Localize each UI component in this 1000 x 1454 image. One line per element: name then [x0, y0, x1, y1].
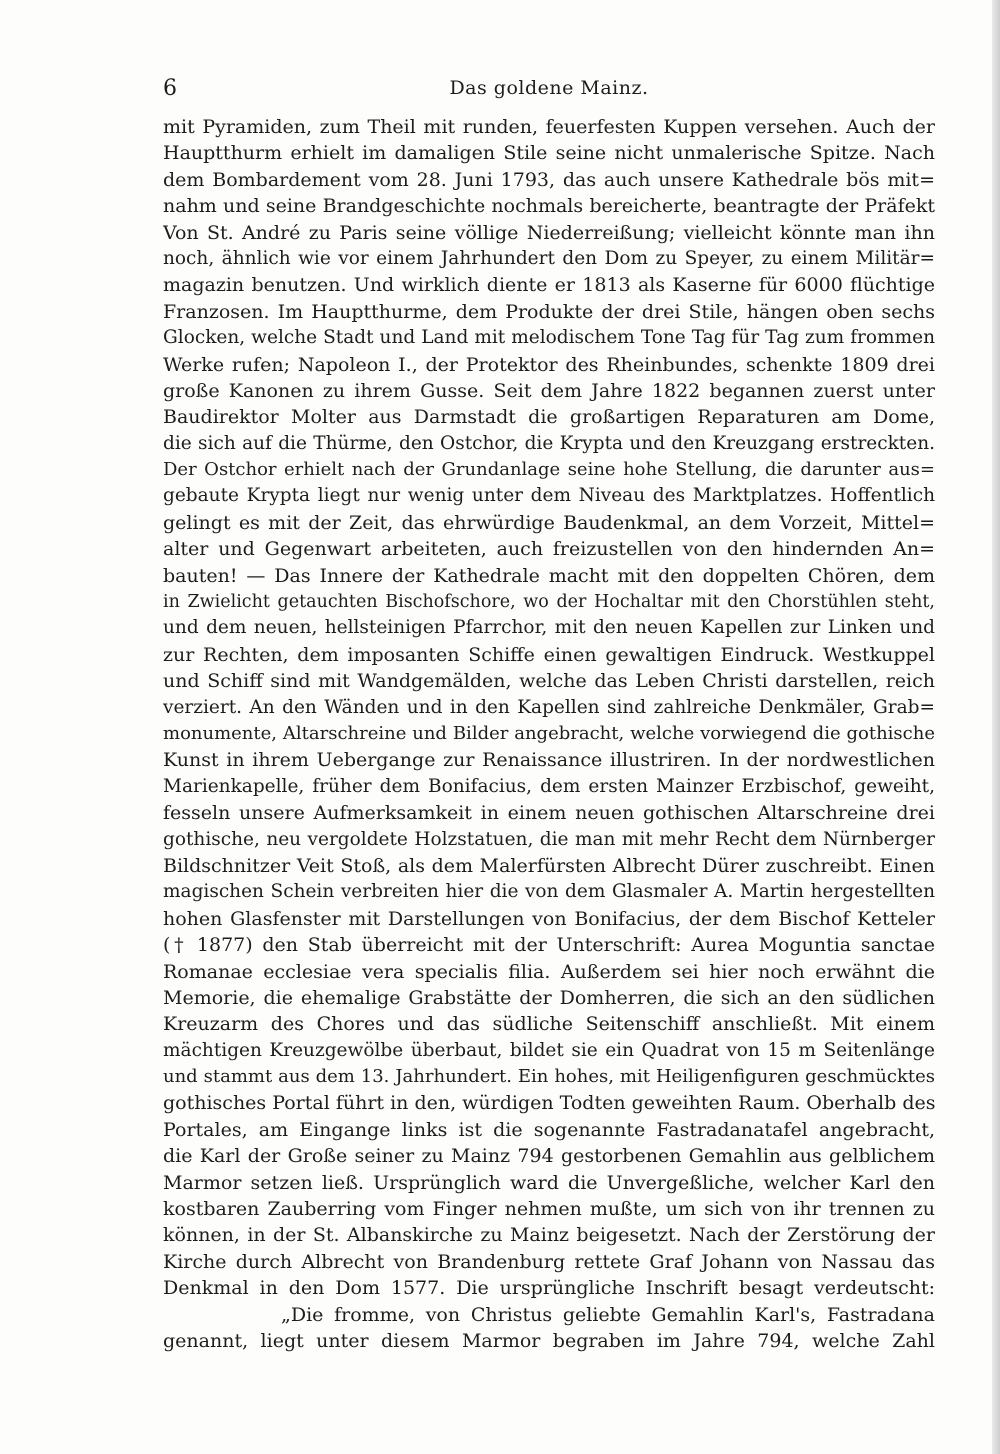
text-line: dem Bombardement vom 28. Juni 1793, das auch unsere Kathedrale bös mit=	[163, 168, 935, 191]
text-line: die Karl der Große seiner zu Mainz 794 gestorbenen Gemahlin aus gelblichem	[163, 1145, 935, 1168]
text-line: in Zwielicht getauchten Bischofschore, wo der Hochaltar mit den Chorstühlen steht,	[163, 592, 935, 613]
text-line: Werke rufen; Napoleon I., der Protektor des Rheinbundes, schenkte 1809 drei	[163, 353, 935, 376]
page-edge-shadow	[992, 0, 1000, 1454]
text-line: Kunst in ihrem Uebergange zur Renaissance illustriren. In der nordwestlichen	[163, 749, 935, 772]
quote-line: „Die fromme, von Christus geliebte Gemahlin Karl's, Fastradana	[281, 1303, 935, 1326]
text-line: gebaute Krypta liegt nur wenig unter dem Niveau des Marktplatzes. Hoffentlich	[163, 485, 935, 507]
text-line: kostbaren Zauberring vom Finger nehmen mußte, um sich von ihr trennen zu	[163, 1198, 935, 1221]
text-line: Baudirektor Molter aus Darmstadt die großartigen Reparaturen am Dome,	[163, 406, 935, 429]
text-line: Kirche durch Albrecht von Brandenburg rettete Graf Johann von Nassau das	[163, 1250, 935, 1273]
text-line: Memorie, die ehemalige Grabstätte der Domherren, die sich an den südlichen	[163, 986, 935, 1009]
text-line: hohen Glasfenster mit Darstellungen von Bonifacius, der dem Bischof Ketteler	[163, 907, 935, 930]
text-line: und Schiff sind mit Wandgemälden, welche das Leben Christi darstellen, reich	[163, 670, 935, 693]
text-line: noch, ähnlich wie vor einem Jahrhundert den Dom zu Speyer, zu einem Militär=	[163, 247, 935, 269]
text-line: Bildschnitzer Veit Stoß, als dem Malerfürsten Albrecht Dürer zuschreibt. Einen	[163, 854, 935, 877]
text-line: nahm und seine Brandgeschichte nochmals bereicherte, beantragte der Präfekt	[163, 195, 935, 218]
page-number: 6	[163, 76, 177, 101]
running-title: Das goldene Mainz.	[449, 77, 649, 99]
text-line: gelingt es mit der Zeit, das ehrwürdige Baudenkmal, an dem Vorzeit, Mittel=	[163, 511, 935, 534]
text-line: Marienkapelle, früher dem Bonifacius, dem ersten Mainzer Erzbischof, geweiht,	[163, 775, 935, 797]
text-line: große Kanonen zu ihrem Gusse. Seit dem Jahre 1822 begannen zuerst unter	[163, 379, 935, 402]
text-line: bauten! — Das Innere der Kathedrale macht mit den doppelten Chören, dem	[163, 564, 935, 587]
text-line: Der Ostchor erhielt nach der Grundanlage seine hohe Stellung, die darunter aus=	[163, 459, 935, 481]
text-line: magazin benutzen. Und wirklich diente er 1813 als Kaserne für 6000 flüchtige	[163, 274, 935, 297]
text-line: alter und Gegenwart arbeiteten, auch freizustellen von den hindernden An=	[163, 538, 935, 561]
text-line: Glocken, welche Stadt und Land mit melodischem Tone Tag für Tag zum frommen	[163, 327, 935, 349]
text-line: magischen Schein verbreiten hier die von dem Glasmaler A. Martin hergestellten	[163, 881, 935, 903]
text-line: gothisches Portal führt in den, würdigen Todten geweihten Raum. Oberhalb des	[163, 1092, 935, 1115]
text-line: mächtigen Kreuzgewölbe überbaut, bildet sie ein Quadrat von 15 m Seitenlänge	[163, 1039, 935, 1061]
text-line: Denkmal in den Dom 1577. Die ursprüngliche Inschrift besagt verdeutscht:	[163, 1277, 935, 1300]
text-line: Franzosen. Im Hauptthurme, dem Produkte der drei Stile, hängen oben sechs	[163, 300, 935, 323]
text-line: können, in der St. Albanskirche zu Mainz beigesetzt. Nach der Zerstörung der	[163, 1224, 935, 1247]
text-line: und stammt aus dem 13. Jahrhundert. Ein hohes, mit Heiligenfiguren geschmücktes	[163, 1066, 935, 1088]
text-line: mit Pyramiden, zum Theil mit runden, feuerfesten Kuppen versehen. Auch der	[163, 116, 935, 138]
text-line: genannt, liegt unter diesem Marmor begraben im Jahre 794, welche Zahl	[163, 1329, 935, 1352]
text-line: und dem neuen, hellsteinigen Pfarrchor, mit den neuen Kapellen zur Linken und	[163, 617, 935, 639]
text-line: zur Rechten, dem imposanten Schiffe einen gewaltigen Eindruck. Westkuppel	[163, 643, 935, 666]
text-line: gothische, neu vergoldete Holzstatuen, die man mit mehr Recht dem Nürnberger	[163, 828, 935, 850]
page-header	[163, 74, 935, 106]
text-line: Hauptthurm erhielt im damaligen Stile seine nicht unmalerische Spitze. Nach	[163, 142, 935, 165]
text-line: Marmor setzen ließ. Ursprünglich ward die Unvergeßliche, welcher Karl den	[163, 1171, 935, 1194]
text-line: verziert. An den Wänden und in den Kapellen sind zahlreiche Denkmäler, Grab=	[163, 696, 935, 718]
text-line: Kreuzarm des Chores und das südliche Seitenschiff anschließt. Mit einem	[163, 1013, 935, 1036]
text-line: monumente, Altarschreine und Bilder angebracht, welche vorwiegend die gothische	[163, 722, 935, 744]
text-line: Portales, am Eingange links ist die sogenannte Fastradanatafel angebracht,	[163, 1118, 935, 1141]
text-line: († 1877) den Stab überreicht mit der Unterschrift: Aurea Moguntia sanctae	[163, 934, 935, 957]
body-text	[163, 114, 935, 1354]
text-line: fesseln unsere Aufmerksamkeit in einem neuen gothischen Altarschreine drei	[163, 802, 935, 825]
text-line: die sich auf die Thürme, den Ostchor, die Krypta und den Kreuzgang erstreckten.	[163, 432, 935, 454]
text-line: Romanae ecclesiae vera specialis filia. Außerdem sei hier noch erwähnt die	[163, 960, 935, 983]
text-line: Von St. André zu Paris seine völlige Niederreißung; vielleicht könnte man ihn	[163, 221, 935, 244]
